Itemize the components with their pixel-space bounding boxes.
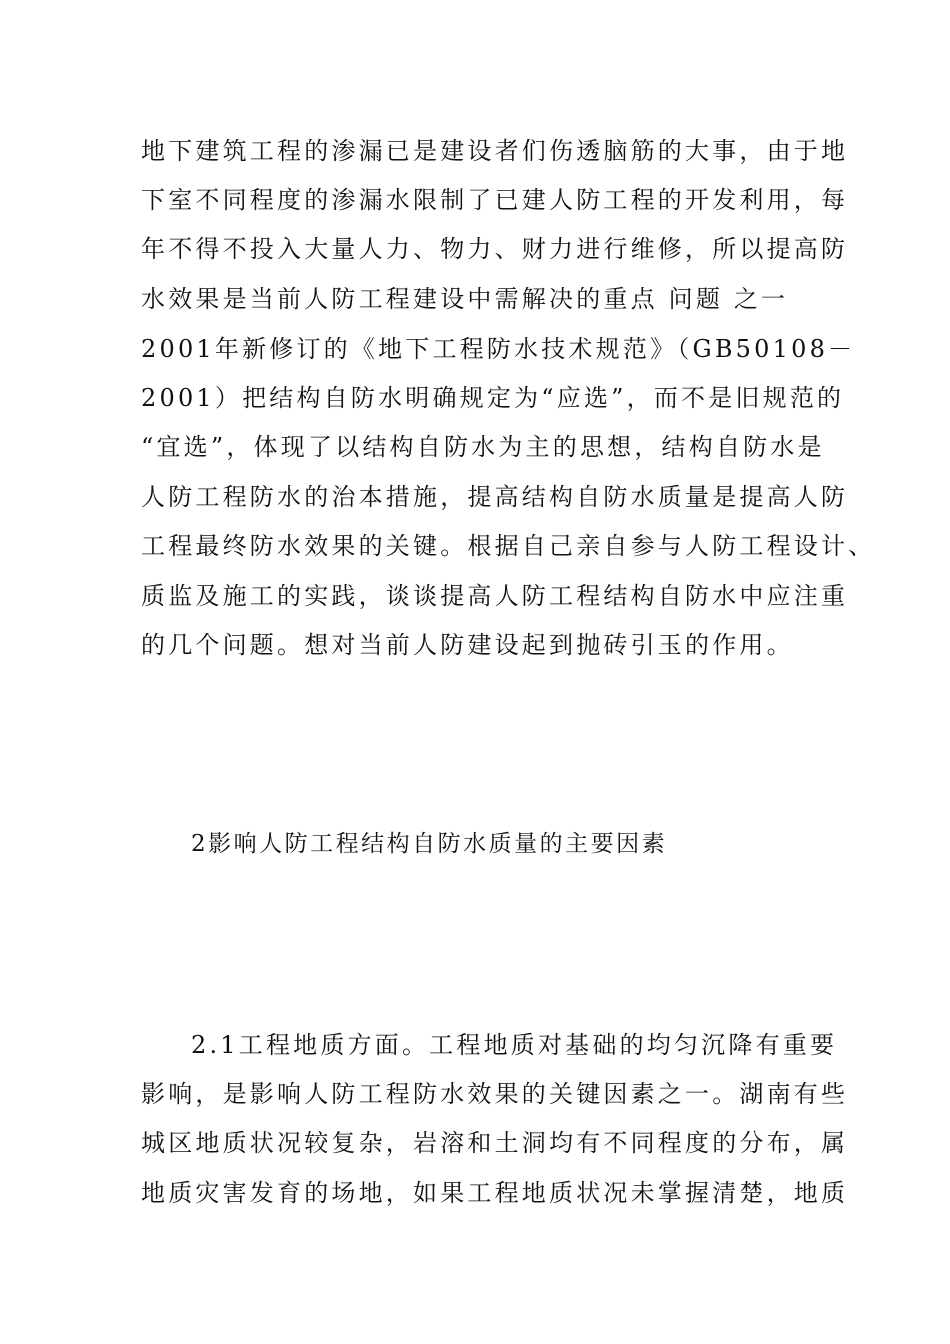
intro-line-9: 工程最终防水效果的关键。根据自己亲自参与人防工程设计、 [141,532,876,560]
section-line-4: 地质灾害发育的场地，如果工程地质状况未掌握清楚，地质 [141,1179,849,1207]
intro-line-5: 2001年新修订的《地下工程防水技术规范》（GB50108－ [141,335,856,363]
intro-line-6: 2001）把结构自防水明确规定为“应选”，而不是旧规范的 [141,384,845,412]
intro-line-8: 人防工程防水的治本措施，提高结构自防水质量是提高人防 [141,483,849,511]
section-heading: 2影响人防工程结构自防水质量的主要因素 [191,831,668,857]
section-line-2: 影响，是影响人防工程防水效果的关键因素之一。湖南有些 [141,1080,849,1108]
intro-line-2: 下室不同程度的渗漏水限制了已建人防工程的开发利用，每 [141,186,849,214]
intro-line-11: 的几个问题。想对当前人防建设起到抛砖引玉的作用。 [141,631,794,659]
intro-line-3: 年不得不投入大量人力、物力、财力进行维修，所以提高防 [141,235,849,263]
intro-line-4: 水效果是当前人防工程建设中需解决的重点 问题 之一 [141,285,789,313]
intro-line-1: 地下建筑工程的渗漏已是建设者们伤透脑筋的大事，由于地 [141,137,849,165]
intro-line-10: 质监及施工的实践，谈谈提高人防工程结构自防水中应注重 [141,582,849,610]
section-line-1: 2.1工程地质方面。工程地质对基础的均匀沉降有重要 [191,1031,838,1059]
intro-line-7: “宜选”，体现了以结构自防水为主的思想，结构自防水是 [141,433,825,461]
section-line-3: 城区地质状况较复杂，岩溶和土洞均有不同程度的分布，属 [141,1129,849,1157]
